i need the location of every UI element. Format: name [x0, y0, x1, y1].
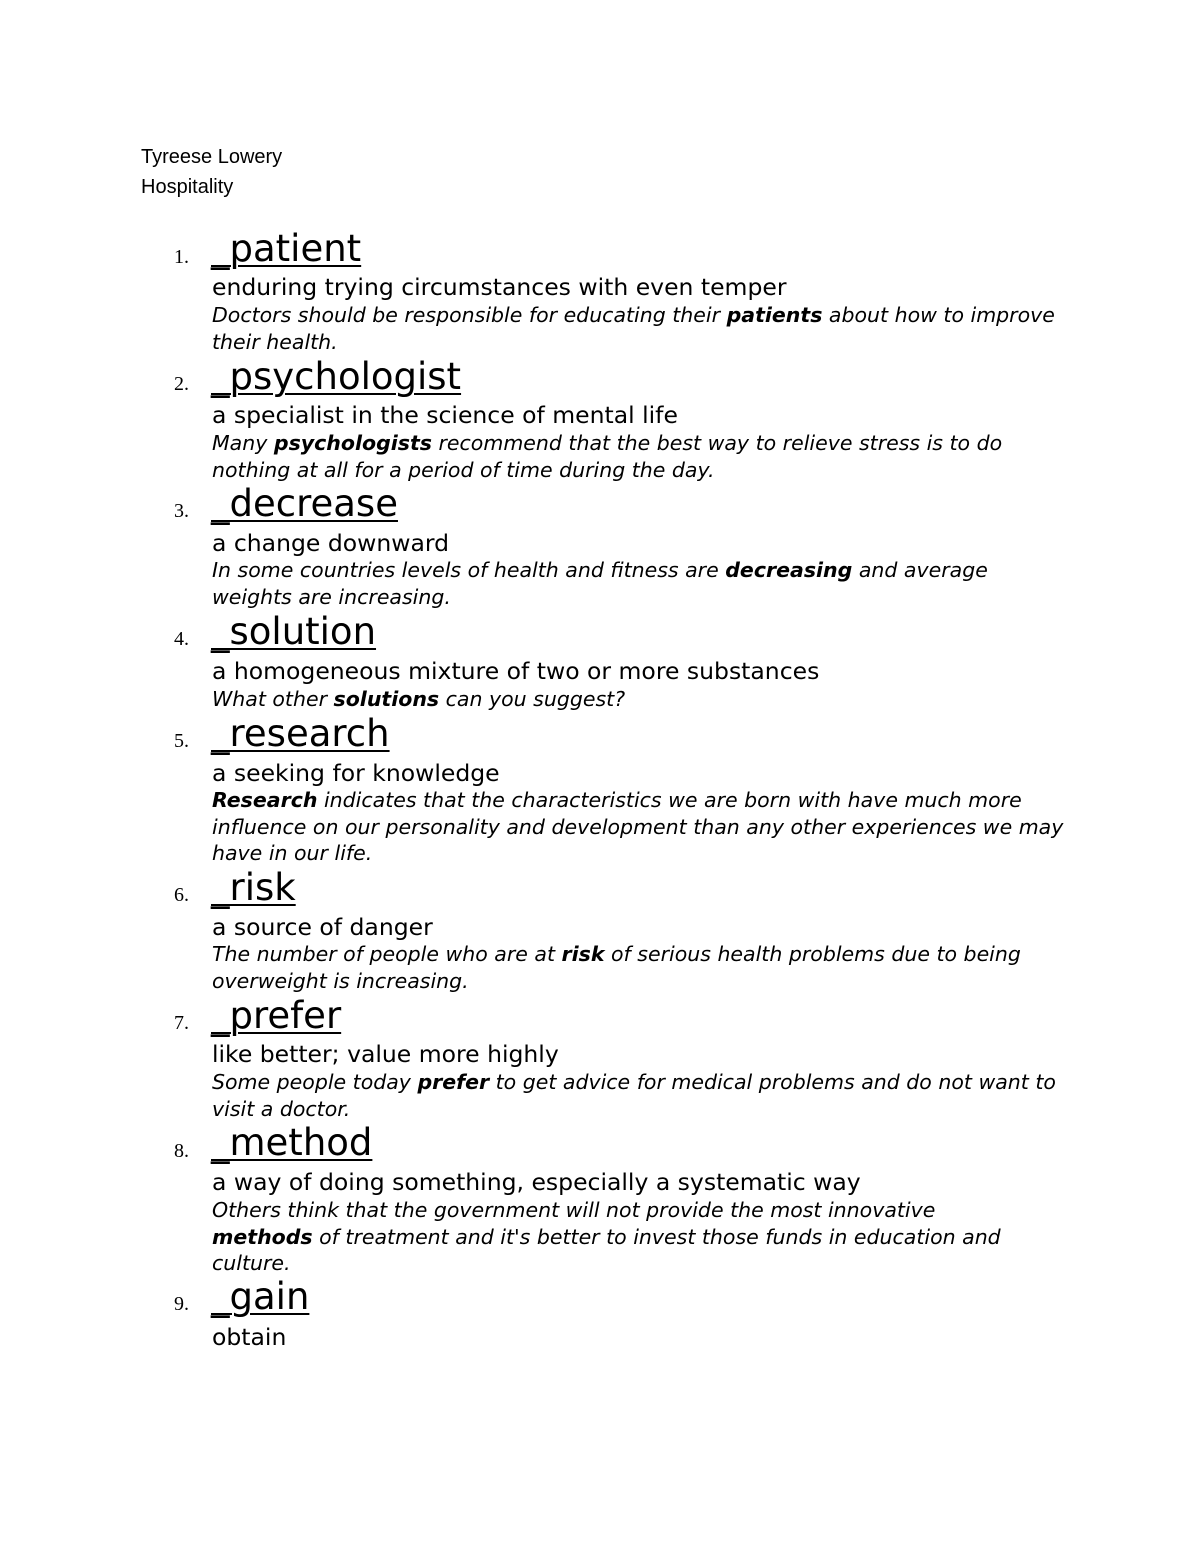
example-text: In some countries levels of health and fitness are [212, 558, 726, 582]
vocab-definition: enduring trying circumstances with even temper [212, 273, 787, 301]
vocab-word: _prefer [211, 994, 342, 1037]
vocab-example [212, 1069, 1072, 1122]
entry-number: 4. [174, 628, 189, 650]
entry-number: 6. [174, 884, 189, 906]
vocab-definition: a homogeneous mixture of two or more substances [212, 657, 820, 685]
vocab-word: _method [211, 1121, 373, 1164]
example-keyword: risk [561, 942, 605, 966]
vocab-example [212, 941, 1072, 994]
vocab-definition: obtain [212, 1323, 287, 1351]
example-text: of treatment and it's better to invest those funds in education and culture. [212, 1224, 1001, 1275]
document-header [141, 142, 282, 202]
example-keyword: Research [212, 788, 318, 812]
example-keyword: solutions [333, 687, 440, 711]
vocab-word: _decrease [211, 482, 398, 525]
example-text: about how to improve their health. [212, 303, 1055, 354]
example-text: Some people today [212, 1070, 418, 1094]
vocab-definition: a change downward [212, 529, 450, 557]
example-keyword: methods [212, 1224, 313, 1249]
vocab-word: _gain [211, 1275, 310, 1318]
example-text: can you suggest? [439, 687, 626, 711]
example-text: The number of people who are at [212, 942, 562, 966]
example-keyword: prefer [417, 1070, 490, 1094]
entry-number: 1. [174, 246, 189, 268]
vocab-word: _research [211, 712, 390, 755]
entry-number: 2. [174, 373, 189, 395]
example-keyword: decreasing [725, 558, 853, 582]
example-text: Many [212, 431, 274, 455]
example-text: indicates that the characteristics we are born with have much more influence on our personality and development than any other experiences we may have in our life. [212, 788, 1064, 865]
author-name: Tyreese Lowery [141, 146, 283, 168]
vocab-definition: a source of danger [212, 913, 433, 941]
vocab-example [212, 686, 1072, 713]
vocab-example [212, 787, 1072, 867]
example-text: and average weights are increasing. [212, 558, 988, 609]
entry-number: 5. [174, 730, 189, 752]
entry-number: 9. [174, 1293, 189, 1315]
vocab-definition: a specialist in the science of mental life [212, 401, 678, 429]
vocab-word: _patient [211, 227, 362, 270]
example-text: to get advice for medical problems and do not want to visit a doctor. [212, 1070, 1056, 1121]
vocab-word: _solution [211, 610, 377, 653]
vocab-example [212, 302, 1072, 355]
vocab-word: _risk [211, 866, 296, 909]
vocab-word: _psychologist [211, 355, 462, 398]
example-keyword: psychologists [273, 431, 432, 455]
example-text: recommend that the best way to relieve stress is to do nothing at all for a period of time during the day. [212, 431, 1003, 482]
entry-number: 3. [174, 500, 189, 522]
subject-title: Hospitality [141, 176, 234, 198]
example-text: Others think that the government will not provide the most innovative [212, 1198, 936, 1222]
example-text: Doctors should be responsible for educating their [212, 303, 727, 327]
vocab-example [212, 430, 1072, 483]
vocab-example [212, 557, 1072, 610]
vocab-definition: like better; value more highly [212, 1040, 559, 1068]
vocab-definition: a way of doing something, especially a systematic way [212, 1168, 861, 1196]
entry-number: 7. [174, 1012, 189, 1034]
vocab-example [212, 1197, 1042, 1277]
vocab-definition: a seeking for knowledge [212, 759, 500, 787]
example-keyword: patients [726, 303, 823, 327]
entry-number: 8. [174, 1140, 189, 1162]
example-text: What other [212, 687, 334, 711]
example-text: of serious health problems due to being overweight is increasing. [212, 942, 1021, 993]
